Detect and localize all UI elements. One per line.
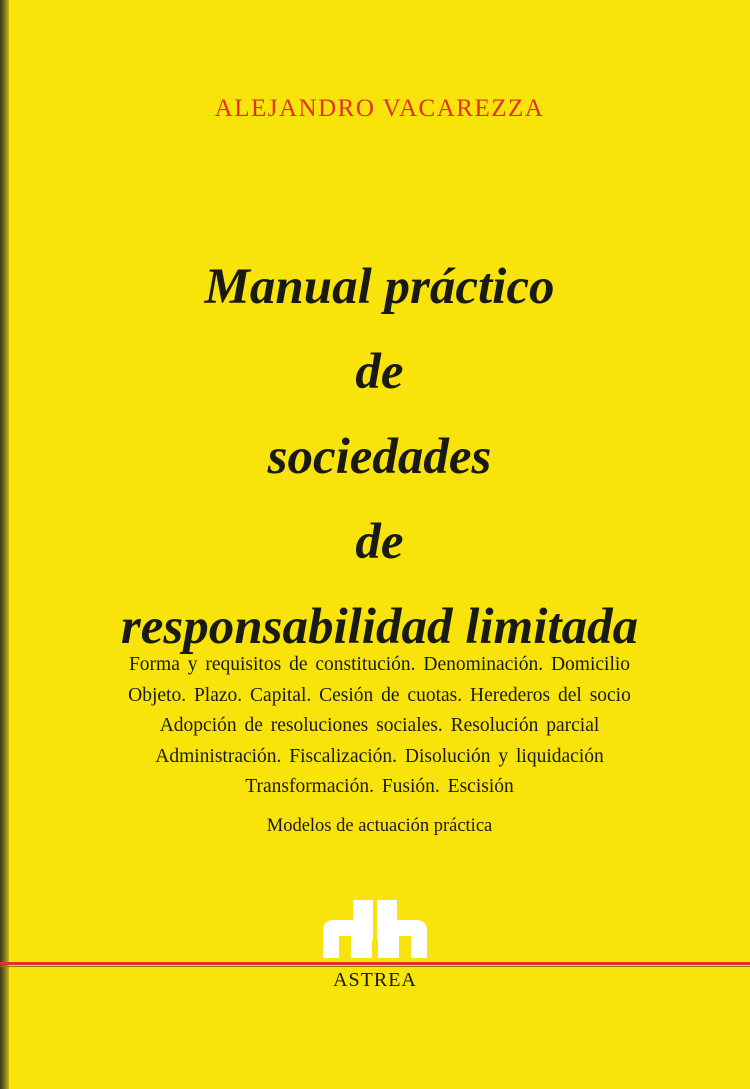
title-line: sociedades (267, 429, 492, 485)
divider-rule-red (0, 962, 750, 965)
title-line: de (355, 344, 404, 400)
author-name: ALEJANDRO VACAREZZA (214, 95, 545, 122)
topic-line: Forma y requisitos de constitución. Denominación. Domicilio (128, 654, 631, 675)
book-title (9, 245, 750, 670)
topic-line: Objeto. Plazo. Capital. Cesión de cuotas. Herederos del socio (128, 684, 631, 706)
book-spine-edge (0, 0, 9, 1089)
topic-line: Administración. Fiscalización. Disolución y liquidación (155, 745, 604, 767)
publisher-name: ASTREA (333, 969, 417, 991)
title-line: de (355, 514, 404, 570)
title-line: Manual práctico (204, 259, 555, 315)
topic-line: Adopción de resoluciones sociales. Resolución parcial (159, 715, 600, 736)
models-subtitle: Modelos de actuación práctica (266, 816, 493, 836)
astrea-logo-icon (323, 900, 427, 958)
title-line: responsabilidad limitada (120, 599, 639, 655)
topics-list (9, 650, 750, 803)
divider-rule-dark (0, 966, 750, 967)
topic-line: Transformación. Fusión. Escisión (245, 776, 514, 797)
